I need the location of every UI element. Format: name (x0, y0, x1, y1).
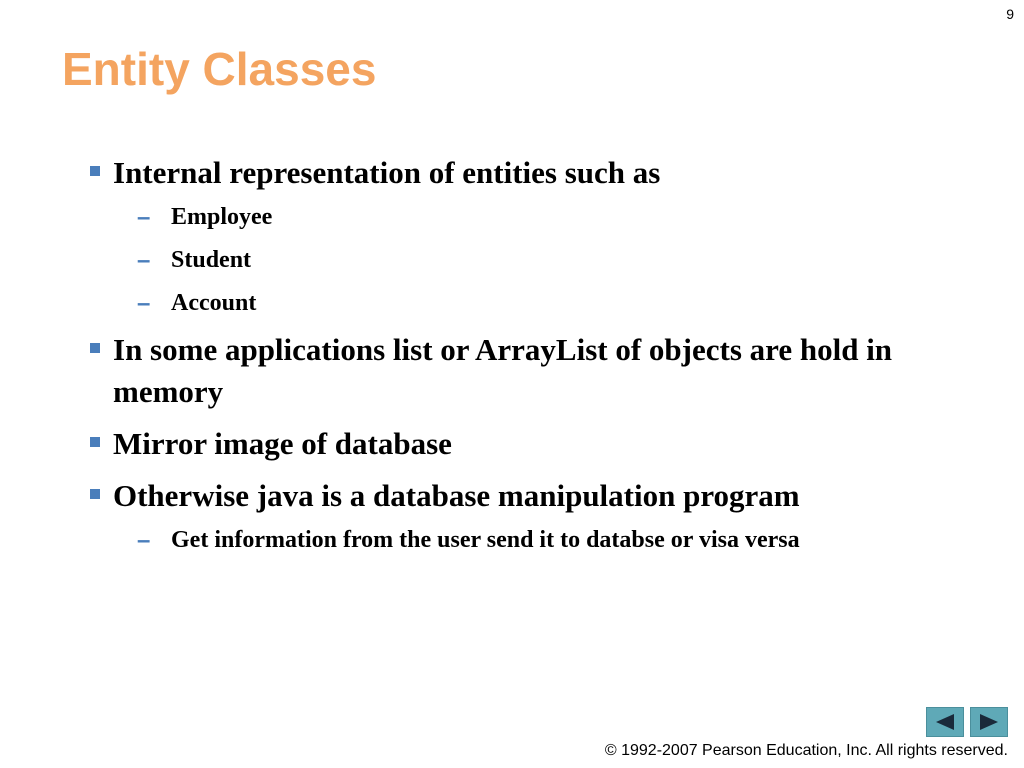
sub-item-text: Student (171, 247, 252, 273)
bullet-text: Mirror image of database (113, 426, 452, 461)
sub-item (88, 239, 968, 282)
copyright-notice: © 1992-2007 Pearson Education, Inc. All rights reserved. (604, 742, 1008, 759)
triangle-right-icon (978, 713, 1000, 731)
previous-slide-button[interactable] (926, 707, 964, 737)
sub-item (88, 519, 968, 562)
dash-marker: – (137, 290, 151, 317)
slide-title: Entity Classes (62, 43, 377, 95)
page-number: 9 (1006, 6, 1014, 22)
square-bullet-icon (90, 437, 100, 447)
bullet-text: Internal representation of entities such as (113, 155, 661, 190)
bullet-text: Otherwise java is a database manipulation program (113, 478, 800, 513)
bullet-text: In some applications list or ArrayList of objects are hold in memory (113, 332, 893, 409)
dash-marker: – (137, 527, 151, 554)
square-bullet-icon (90, 343, 100, 353)
bullet-item (88, 329, 968, 413)
bullet-item (88, 475, 968, 517)
slide-content (88, 152, 968, 562)
sub-item-text: Account (171, 290, 257, 316)
sub-item (88, 282, 968, 325)
triangle-left-icon (934, 713, 956, 731)
sub-item-text: Employee (171, 204, 273, 230)
bullet-item (88, 423, 968, 465)
square-bullet-icon (90, 166, 100, 176)
sub-item (88, 196, 968, 239)
dash-marker: – (137, 247, 151, 274)
next-slide-button[interactable] (970, 707, 1008, 737)
bullet-item (88, 152, 968, 194)
square-bullet-icon (90, 489, 100, 499)
dash-marker: – (137, 204, 151, 231)
sub-item-text: Get information from the user send it to databse or visa versa (171, 527, 800, 553)
slide-navigation (926, 707, 1008, 737)
